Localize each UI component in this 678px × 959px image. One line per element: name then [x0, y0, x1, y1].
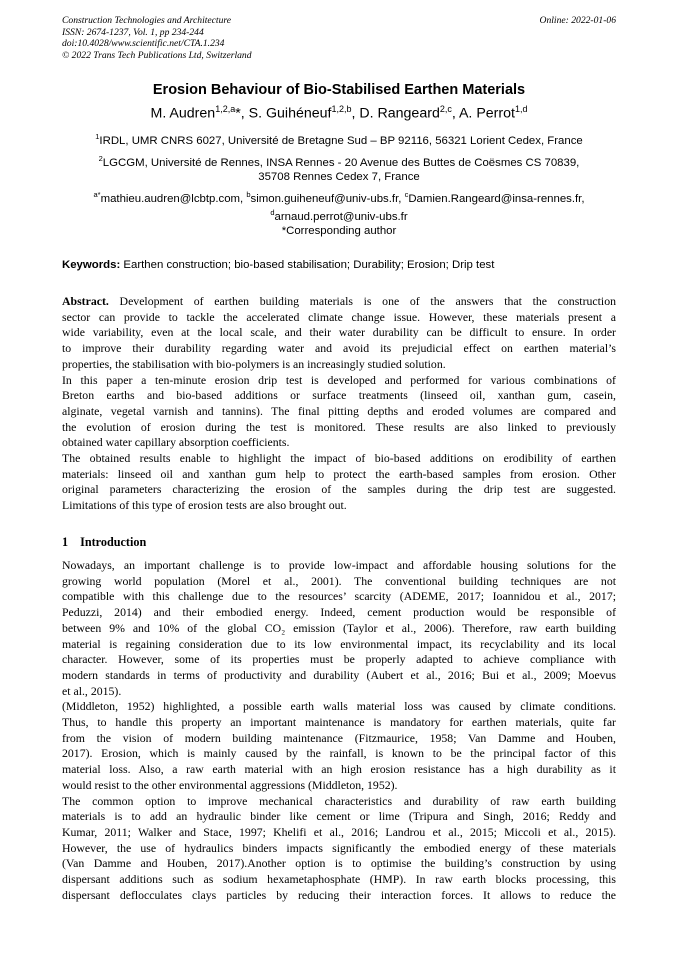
affiliation-text: LGCGM, Université de Rennes, INSA Rennes - 20 Avenue des Buttes de Coësmes CS 70839, [102, 156, 580, 169]
author-affiliation-mark: 2,c [439, 104, 452, 114]
author-name: D. Rangeard [359, 105, 440, 122]
affiliation-number: 2 [98, 154, 103, 163]
email-mark: d [270, 208, 275, 218]
author-name: M. Audren [150, 105, 216, 122]
abstract [62, 294, 616, 514]
section-number: 1 [62, 535, 69, 549]
intro-line: material is regaining consideration due to its low environmental impact, its recyclability and its local [62, 636, 616, 651]
email-mark: b [246, 190, 251, 199]
intro-line: The common option to improve mechanical characteristics and durability of raw earth building [62, 793, 616, 808]
intro-line: Thus, to handle this property an important maintenance is mandatory for earthen materials, quite far [62, 715, 616, 730]
copyright-line: © 2022 Trans Tech Publications Ltd, Switzerland [62, 49, 252, 61]
affiliation-2 [58, 152, 620, 185]
intro-line: materials is to add an hydraulic binder like cement or lime (Tripura and Singh, 2016; Reddy and [62, 809, 616, 824]
email-mark: a* [93, 190, 101, 199]
intro-line: (Middleton, 1952) highlighted, a possible earth walls material loss was caused by climate conditions. [62, 699, 616, 714]
abstract-line: Breton earths and bio-based additions or surface treatments (linseed oil, xanthan gum, casein, [62, 388, 616, 403]
author-list [0, 104, 678, 122]
abstract-line: alginate, vegetal varnish and tannins). The final pitting depths and eroded volumes are compared and [62, 403, 616, 418]
abstract-line: the evolution of erosion during the test is monitored. These results are also linked to previously [62, 419, 616, 434]
abstract-line: Limitations of this type of erosion tests are also brought out. [62, 498, 347, 513]
author-separator: , [240, 105, 249, 122]
abstract-line: wide variability, even at the local scale, and their water durability can be difficult to ensure. In order [62, 325, 616, 340]
intro-line: dispersant deflocculates clays particles by reducing their interaction forces. It allows to reduce the [62, 887, 616, 902]
abstract-line: In this paper a ten-minute erosion drip test is developed and performed for various combinations of [62, 372, 616, 387]
keywords-label: Keywords: [62, 259, 121, 271]
journal-name: Construction Technologies and Architecture [62, 15, 232, 26]
email-address[interactable]: mathieu.audren@lcbtp.com, [100, 192, 247, 205]
email-block [58, 188, 620, 225]
author-separator: , [451, 105, 459, 122]
intro-line: from the vision of modern building maintenance (Fitzmaurice, 1958; Van Damme and Houben, [62, 730, 616, 745]
email-address[interactable]: simon.guiheneuf@univ-ubs.fr, [250, 192, 405, 205]
affiliation-number: 1 [95, 132, 100, 141]
intro-line: material loss. Also, a raw earth material with an high erosion resistance has a high durability as it [62, 762, 616, 777]
keywords-line [62, 259, 616, 271]
introduction-text [62, 558, 616, 903]
author-affiliation-mark: 1,d [514, 104, 528, 114]
intro-line: Peduzzi, 2014) and their embodied energy. Indeed, cement production would be responsible of [62, 605, 616, 620]
email-address[interactable]: Damien.Rangeard@insa-rennes.fr, [408, 192, 585, 205]
intro-line: (Van Damme and Houben, 2017).Another option is to optimise the building’s construction by using [62, 856, 616, 871]
intro-line: However, the use of hydraulics binders impacts significantly the embodied energy of these materials [62, 840, 616, 855]
affiliation-text: IRDL, UMR CNRS 6027, Université de Bretagne Sud – BP 92116, 56321 Lorient Cedex, France [99, 134, 583, 147]
abstract-line: materials: linseed oil and xanthan gum help to protect the earth-based samples from erosion. Other [62, 466, 616, 481]
intro-line: between 9% and 10% of the global CO₂ emission (Taylor et al., 2006). Therefore, raw earth building [62, 620, 616, 635]
abstract-line: sector can provide to tackle the accelerated climate change issue. However, these materials present a [62, 309, 616, 324]
author-name: A. Perrot [458, 105, 515, 122]
paper-title: Erosion Behaviour of Bio-Stabilised Earthen Materials [152, 82, 526, 98]
author-affiliation-mark: 1,2,a [215, 104, 236, 114]
intro-line: dispersant additions such as sodium hexametaphosphate (HMP). In raw earth blocks processing, this [62, 872, 616, 887]
abstract-line: properties, the stabilisation with bio-polymers is an increasingly studied solution. [62, 356, 446, 371]
intro-line: modern standards in terms of productivity and durability (Aubert et al., 2016; Bui et al., 2009; Moevus [62, 667, 616, 682]
abstract-line: obtained water capillary absorption coefficients. [62, 435, 290, 450]
affiliation-1 [58, 130, 620, 148]
intro-line: compatible with this challenge due to the resources’ scarcity (ADEME, 2017; Ioannidou et al., 2017; [62, 589, 616, 604]
corresponding-mark: * [235, 105, 241, 122]
affiliation-text-line2: 35708 Rennes Cedex 7, France [258, 171, 420, 184]
intro-line: growing world population (Morel et al., 2001). The conventional building techniques are not [62, 573, 616, 588]
intro-line: Kumar, 2011; Walker and Stace, 1997; Khelifi et al., 2016; Landrou et al., 2015; Miccoli et al., 2015). [62, 824, 616, 839]
author-separator: , [351, 105, 360, 122]
intro-line: Nowadays, an important challenge is to provide low-impact and affordable housing solutions for the [62, 558, 616, 572]
intro-line: would resist to the other environmental aggressions (Middleton, 1952). [62, 777, 398, 792]
section-title: Introduction [80, 535, 147, 549]
email-mark: c [404, 190, 409, 199]
intro-line: et al., 2015). [62, 683, 122, 698]
online-date: Online: 2022-01-06 [539, 15, 616, 26]
journal-header [62, 15, 616, 61]
keywords-text: Earthen construction; bio-based stabilisation; Durability; Erosion; Drip test [120, 259, 495, 271]
issn-line: ISSN: 2674-1237, Vol. 1, pp 234-244 [62, 26, 204, 38]
email-address[interactable]: arnaud.perrot@univ-ubs.fr [274, 211, 408, 224]
abstract-line: Abstract. Development of earthen building materials is one of the answers that the construction [62, 294, 616, 308]
abstract-line: original parameters characterizing the erosion of the samples during the drip test are suggested. [62, 482, 616, 497]
abstract-label: Abstract. [62, 294, 109, 308]
intro-line: 2017). Erosion, which is mainly caused by the rainfall, is known to be the principal factor of this [62, 746, 616, 761]
abstract-line: The obtained results enable to highlight the impact of bio-based additions on erodibility of earthen [62, 451, 616, 466]
abstract-line: to improve their durability regarding water and avoid its prejudicial effect on earthen material’s [62, 341, 616, 356]
author-affiliation-mark: 1,2,b [331, 104, 352, 114]
author-name: S. Guihéneuf [248, 105, 332, 122]
intro-line: character. However, some of its properties must be properly adapted to achieve compliance with [62, 652, 616, 667]
corresponding-author-note: *Corresponding author [281, 225, 397, 237]
doi-line: doi:10.4028/www.scientific.net/CTA.1.234 [62, 38, 225, 50]
section-heading [62, 535, 158, 550]
